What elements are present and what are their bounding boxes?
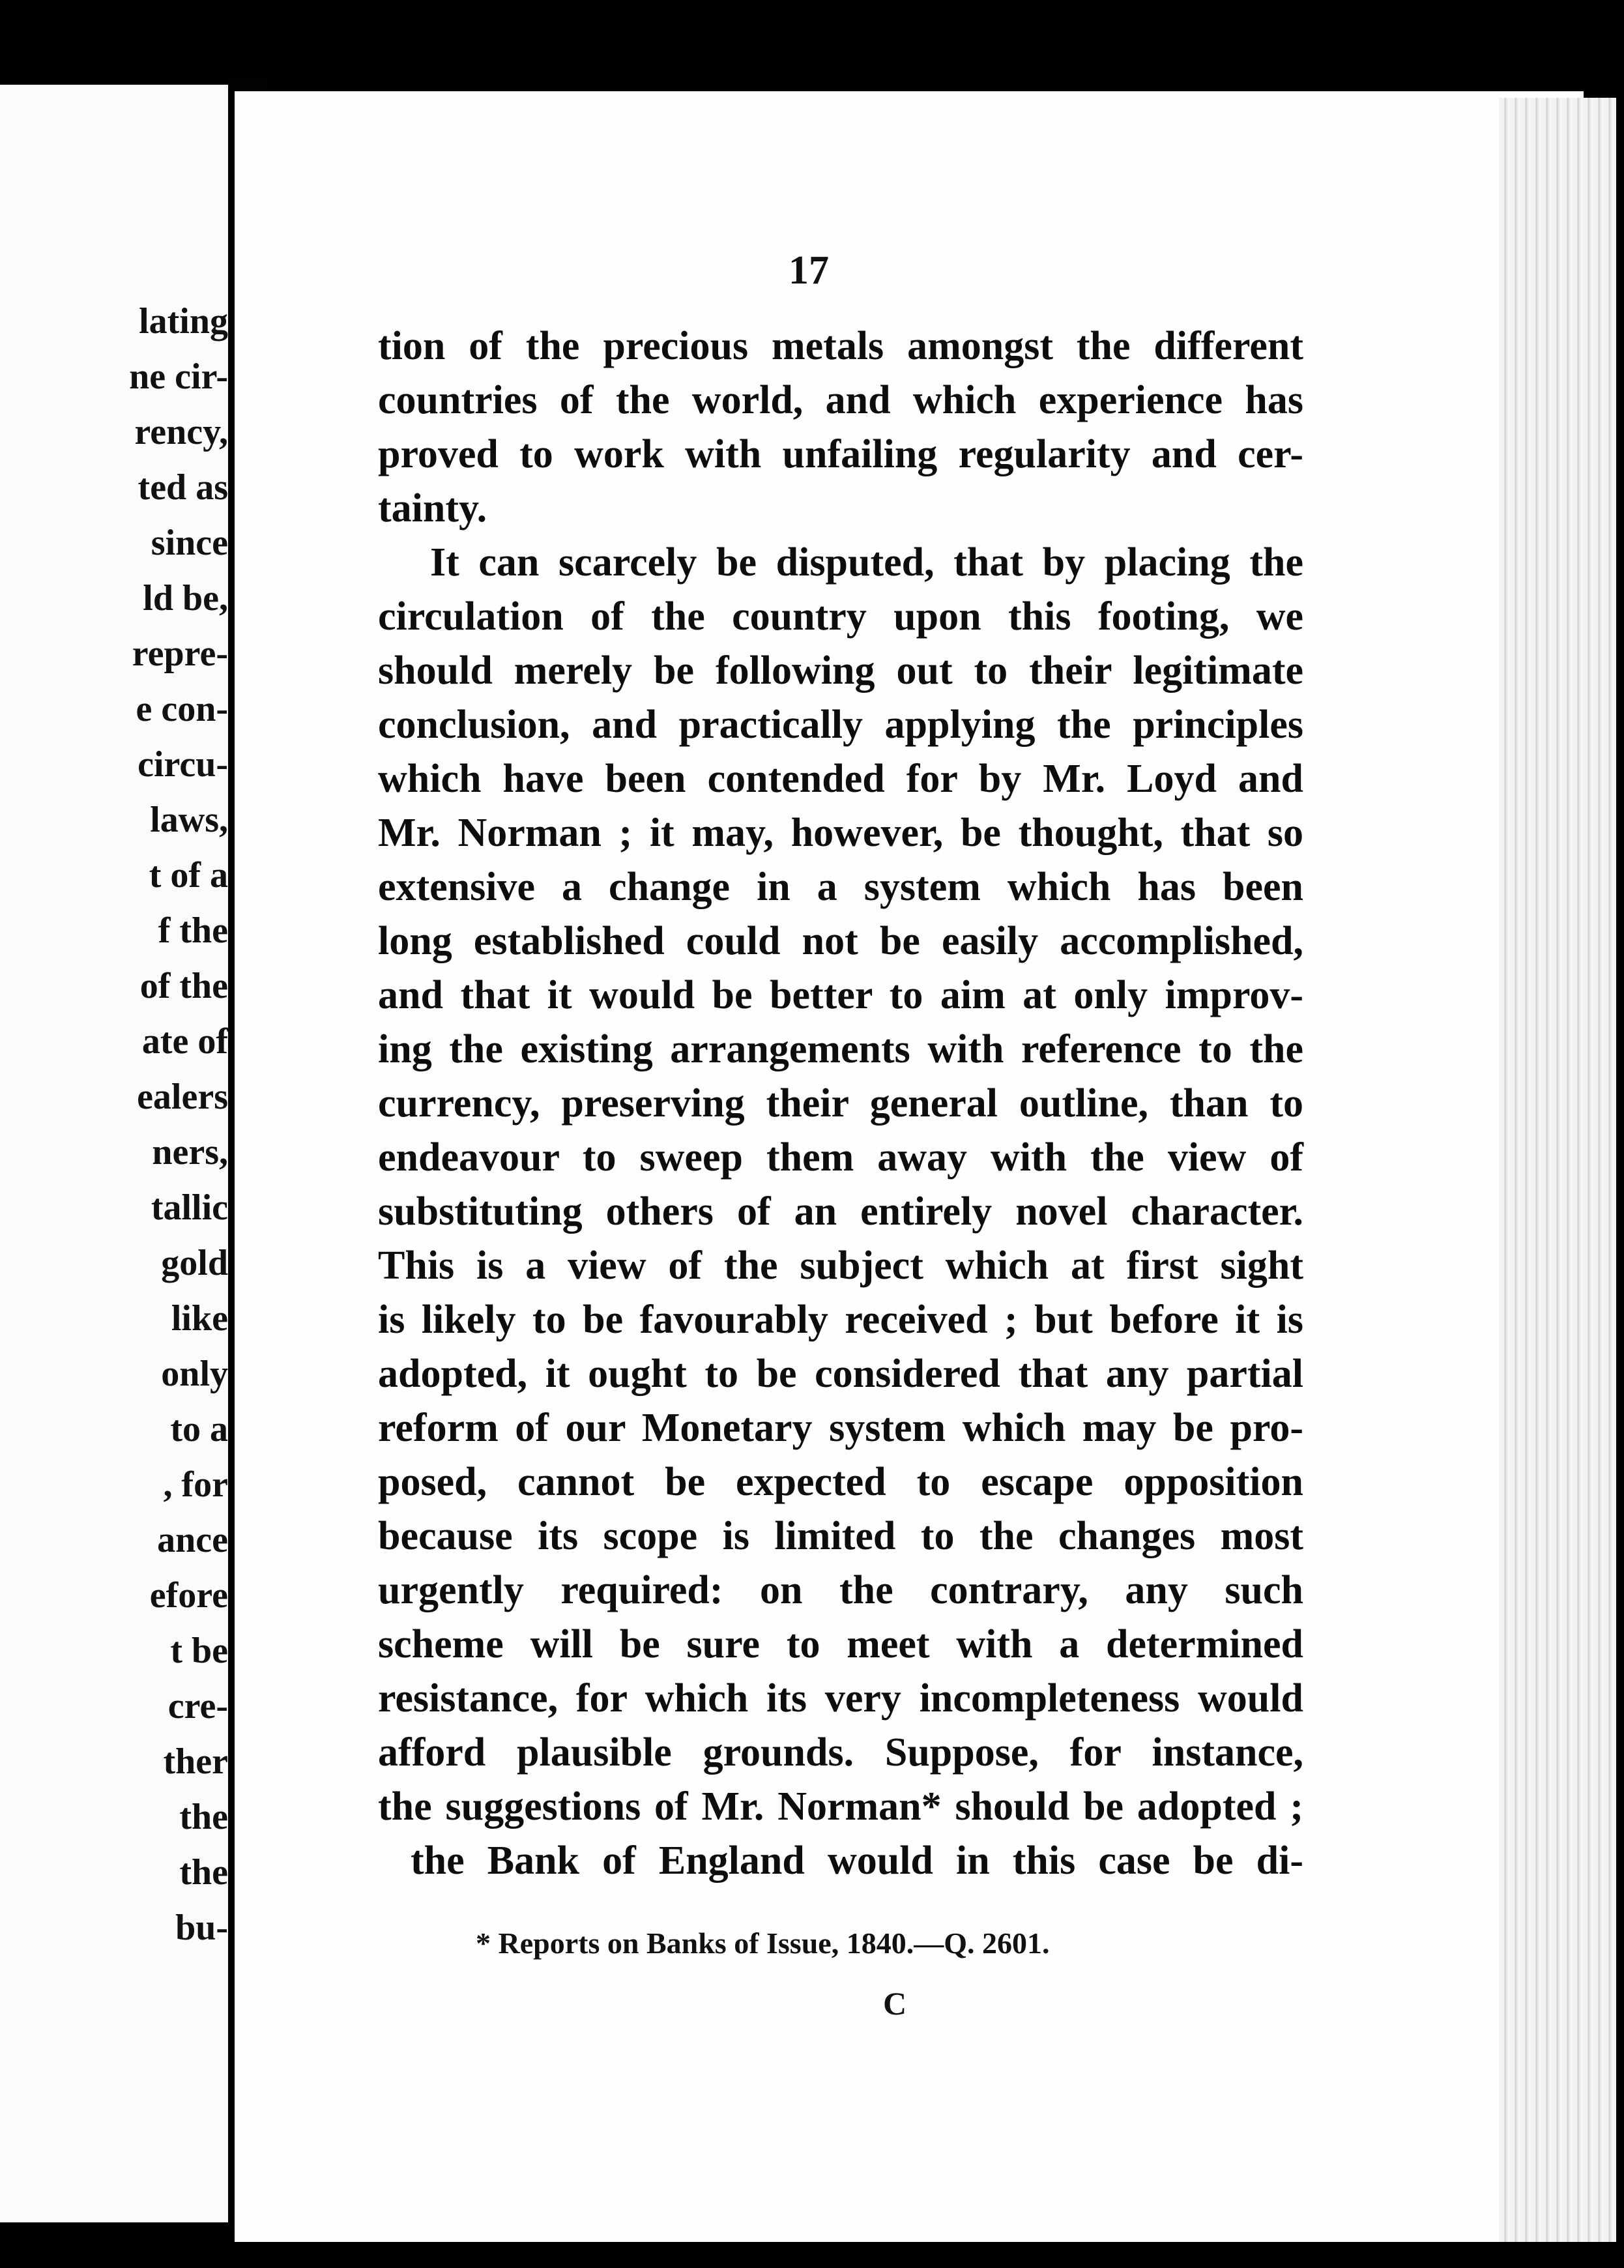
facing-line: bu- (175, 1908, 228, 1948)
text-line: currency, preserving their general outline, than to (378, 1081, 1303, 1126)
facing-line: t of a (149, 855, 228, 895)
signature-mark: C (883, 1985, 907, 2022)
facing-line: laws, (150, 800, 228, 840)
page-number: 17 (789, 248, 829, 293)
text-line: posed, cannot be expected to escape opposition (378, 1460, 1303, 1504)
facing-line: rency, (134, 412, 228, 452)
text-line: and that it would be better to aim at only improv- (378, 973, 1303, 1017)
facing-line: , for (163, 1464, 228, 1505)
text-line: long established could not be easily accomplished, (378, 919, 1303, 963)
text-line: conclusion, and practically applying the principles (378, 703, 1303, 747)
facing-line: t be (170, 1631, 228, 1671)
facing-line: cre- (167, 1686, 228, 1726)
facing-line: ne cir- (129, 356, 228, 397)
facing-line: of the (139, 966, 228, 1006)
text-line: the Bank of England would in this case be di- (411, 1839, 1303, 1883)
facing-line: to a (170, 1409, 228, 1449)
text-line: should merely be following out to their legitimate (378, 648, 1303, 693)
body-text (378, 319, 1303, 1888)
page-edges (1499, 98, 1616, 2242)
facing-line: f the (158, 910, 228, 951)
facing-line: ners, (152, 1132, 228, 1172)
facing-line: only (161, 1354, 228, 1394)
facing-line: tallic (151, 1187, 228, 1228)
facing-line: circu- (138, 744, 228, 785)
facing-line: ther (163, 1741, 228, 1782)
text-line: which have been contended for by Mr. Loyd and (378, 757, 1303, 801)
text-line: Mr. Norman ; it may, however, be thought, that so (378, 811, 1303, 855)
facing-line: ld be, (143, 578, 228, 618)
facing-line: lating (139, 301, 228, 342)
text-line: urgently required: on the contrary, any such (378, 1568, 1303, 1612)
text-line: adopted, it ought to be considered that any partial (378, 1352, 1303, 1396)
text-line: It can scarcely be disputed, that by placing the (430, 540, 1303, 585)
text-line: substituting others of an entirely novel character. (378, 1189, 1303, 1234)
facing-page (0, 85, 228, 2222)
text-line: proved to work with unfailing regularity and cer- (378, 432, 1303, 476)
text-line: afford plausible grounds. Suppose, for instance, (378, 1730, 1303, 1775)
facing-line: e con- (136, 689, 228, 729)
facing-line: repre- (132, 633, 228, 674)
text-line: This is a view of the subject which at first sight (378, 1243, 1303, 1288)
text-line: endeavour to sweep them away with the view of (378, 1135, 1303, 1180)
facing-line: gold (161, 1243, 228, 1283)
text-line: reform of our Monetary system which may be pro- (378, 1406, 1303, 1450)
text-line: tainty. (378, 486, 487, 531)
facing-line: the (179, 1852, 228, 1893)
facing-line: ted as (138, 467, 228, 508)
text-line: resistance, for which its very incompleteness would (378, 1676, 1303, 1721)
text-line: scheme will be sure to meet with a determined (378, 1622, 1303, 1666)
facing-line: the (179, 1797, 228, 1837)
text-line: extensive a change in a system which has been (378, 865, 1303, 909)
facing-line: like (171, 1298, 228, 1339)
text-line: ing the existing arrangements with reference to the (378, 1027, 1303, 1071)
text-line: is likely to be favourably received ; but before it is (378, 1298, 1303, 1342)
facing-line: ate of (141, 1021, 228, 1062)
text-line: circulation of the country upon this footing, we (378, 594, 1303, 639)
facing-line: since (151, 523, 228, 563)
facing-line: ealers (137, 1077, 228, 1117)
facing-line: efore (149, 1575, 228, 1616)
footnote: * Reports on Banks of Issue, 1840.—Q. 2601. (476, 1926, 1050, 1960)
text-line: the suggestions of Mr. Norman* should be adopted ; (378, 1784, 1303, 1829)
text-line: because its scope is limited to the changes most (378, 1514, 1303, 1558)
facing-line: ance (157, 1520, 228, 1560)
text-line: countries of the world, and which experience has (378, 378, 1303, 422)
text-line: tion of the precious metals amongst the different (378, 324, 1303, 368)
